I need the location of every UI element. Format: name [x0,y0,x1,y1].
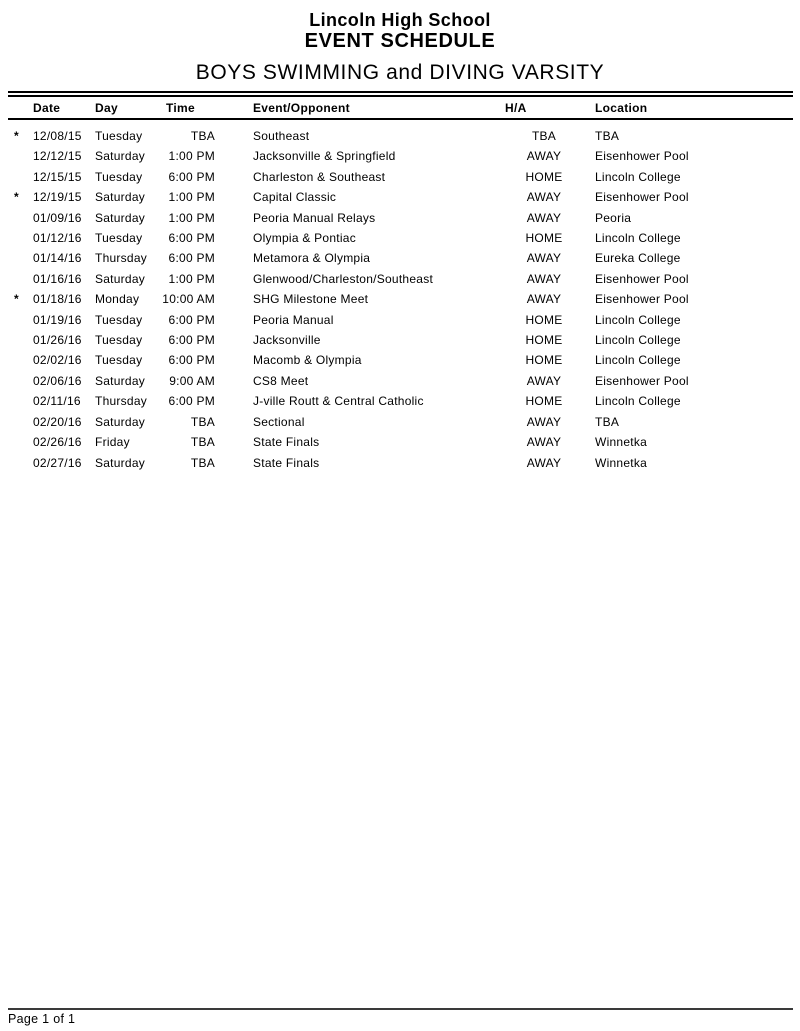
cell-location: Eisenhower Pool [595,373,689,388]
cell-event: Capital Classic [253,190,337,205]
table-row [8,371,793,391]
cell-ha: AWAY [526,271,562,286]
cell-location: Lincoln College [595,169,681,184]
cell-ha: HOME [525,231,563,246]
cell-date: 01/09/16 [33,210,82,225]
cell-day: Saturday [95,414,146,429]
cell-star [8,391,33,411]
table-row [8,310,793,330]
table-header [8,94,793,119]
cell-day: Saturday [95,210,146,225]
cell-location: TBA [595,414,620,429]
cell-time: TBA [190,414,215,429]
cell-location: Eisenhower Pool [595,149,689,164]
cell-location: Lincoln College [595,312,681,327]
cell-star [8,330,33,350]
cell-location: Eisenhower Pool [595,271,689,286]
cell-day: Saturday [95,271,146,286]
cell-date: 02/11/16 [33,394,81,409]
cell-date: 12/12/15 [33,149,82,164]
cell-day: Saturday [95,149,146,164]
cell-date: 01/18/16 [33,292,82,307]
cell-date: 02/06/16 [33,373,82,388]
cell-date: 12/15/15 [33,169,82,184]
cell-day: Monday [95,292,140,307]
cell-ha: AWAY [526,414,562,429]
cell-event: CS8 Meet [253,373,309,388]
cell-time: 6:00 PM [168,251,215,266]
cell-location: TBA [595,129,620,143]
cell-date: 02/20/16 [33,414,82,429]
header-day: Day [95,100,118,115]
table-row [8,187,793,207]
cell-time: TBA [190,455,215,470]
header-star [8,94,33,119]
table-row [8,119,793,146]
cell-location: Lincoln College [595,231,681,246]
cell-star [8,167,33,187]
cell-ha: HOME [525,353,563,368]
cell-star: * [14,129,19,143]
header-event-opponent: Event/Opponent [253,100,350,115]
cell-event: J-ville Routt & Central Catholic [253,394,424,409]
table-row [8,248,793,268]
cell-date: 02/26/16 [33,435,82,450]
cell-date: 01/14/16 [33,251,82,266]
page-footer [8,1008,793,1026]
cell-location: Eisenhower Pool [595,292,689,307]
cell-location: Eureka College [595,251,681,266]
cell-event: Macomb & Olympia [253,353,362,368]
document-title: EVENT SCHEDULE [304,30,496,52]
cell-star [8,228,33,248]
table-row [8,432,793,452]
cell-date: 02/02/16 [33,353,82,368]
table-row [8,208,793,228]
cell-ha: HOME [525,169,563,184]
cell-day: Tuesday [95,333,143,348]
cell-ha: AWAY [526,149,562,164]
table-row [8,289,793,309]
table-row [8,412,793,432]
cell-event: Peoria Manual [253,312,334,327]
cell-day: Friday [95,435,130,450]
table-row [8,453,793,473]
cell-ha: AWAY [526,455,562,470]
cell-day: Thursday [95,394,148,409]
table-row [8,167,793,187]
cell-event: Glenwood/Charleston/Southeast [253,271,434,286]
cell-star [8,453,33,473]
cell-time: 1:00 PM [168,271,215,286]
table-row [8,391,793,411]
table-row [8,146,793,166]
cell-star [8,432,33,452]
cell-date: 12/19/15 [33,190,82,205]
cell-date: 01/19/16 [33,312,82,327]
table-row [8,228,793,248]
header-date: Date [33,100,61,115]
cell-day: Thursday [95,251,148,266]
cell-ha: AWAY [526,210,562,225]
cell-event: Peoria Manual Relays [253,210,376,225]
cell-date: 12/08/15 [33,129,82,143]
cell-event: Jacksonville & Springfield [253,149,396,164]
schedule-table [8,91,793,473]
cell-event: SHG Milestone Meet [253,292,369,307]
cell-time: 6:00 PM [168,169,215,184]
cell-ha: AWAY [526,435,562,450]
cell-date: 01/12/16 [33,231,82,246]
header-location: Location [595,100,648,115]
cell-day: Tuesday [95,231,143,246]
footer-rule [8,1008,793,1010]
cell-location: Winnetka [595,435,648,450]
cell-day: Tuesday [95,312,143,327]
cell-star: * [14,292,19,307]
cell-day: Tuesday [95,353,143,368]
cell-location: Eisenhower Pool [595,190,689,205]
cell-star [8,412,33,432]
cell-event: Metamora & Olympia [253,251,371,266]
cell-location: Lincoln College [595,394,681,409]
team-subtitle: BOYS SWIMMING and DIVING VARSITY [195,61,605,84]
cell-event: State Finals [253,455,320,470]
cell-event: Jacksonville [253,333,321,348]
cell-event: Olympia & Pontiac [253,231,356,246]
cell-location: Lincoln College [595,353,681,368]
cell-star [8,371,33,391]
school-name: Lincoln High School [309,10,491,30]
cell-time: 10:00 AM [162,292,215,307]
cell-time: 1:00 PM [168,149,215,164]
cell-time: TBA [190,129,215,143]
header-row [8,94,793,119]
cell-star [8,269,33,289]
cell-location: Lincoln College [595,333,681,348]
cell-ha: AWAY [526,190,562,205]
page-number: Page 1 of 1 [8,1012,76,1026]
cell-star [8,208,33,228]
table-row [8,350,793,370]
cell-time: TBA [190,435,215,450]
cell-day: Saturday [95,190,146,205]
cell-time: 6:00 PM [168,312,215,327]
cell-day: Saturday [95,373,146,388]
cell-ha: TBA [531,129,557,143]
cell-star [8,248,33,268]
cell-event: Charleston & Southeast [253,169,386,184]
cell-day: Tuesday [95,169,143,184]
header-home-away: H/A [505,100,527,115]
cell-star: * [14,190,19,205]
cell-day: Tuesday [95,129,143,143]
cell-location: Winnetka [595,455,648,470]
cell-star [8,350,33,370]
table-row [8,269,793,289]
cell-day: Saturday [95,455,146,470]
cell-time: 6:00 PM [168,231,215,246]
cell-event: State Finals [253,435,320,450]
cell-ha: HOME [525,333,563,348]
cell-time: 1:00 PM [168,190,215,205]
cell-time: 6:00 PM [168,333,215,348]
cell-ha: AWAY [526,251,562,266]
cell-date: 01/16/16 [33,271,82,286]
cell-time: 1:00 PM [168,210,215,225]
header-time: Time [166,100,195,115]
cell-star [8,146,33,166]
table-row [8,330,793,350]
cell-event: Sectional [253,414,305,429]
cell-ha: AWAY [526,373,562,388]
cell-date: 01/26/16 [33,333,82,348]
cell-time: 6:00 PM [168,394,215,409]
cell-date: 02/27/16 [33,455,82,470]
title-block [0,0,800,85]
cell-ha: HOME [525,394,563,409]
cell-ha: AWAY [526,292,562,307]
cell-star [8,310,33,330]
cell-time: 9:00 AM [169,373,215,388]
cell-time: 6:00 PM [168,353,215,368]
cell-location: Peoria [595,210,632,225]
cell-event: Southeast [253,129,310,143]
cell-ha: HOME [525,312,563,327]
schedule-body [8,119,793,473]
